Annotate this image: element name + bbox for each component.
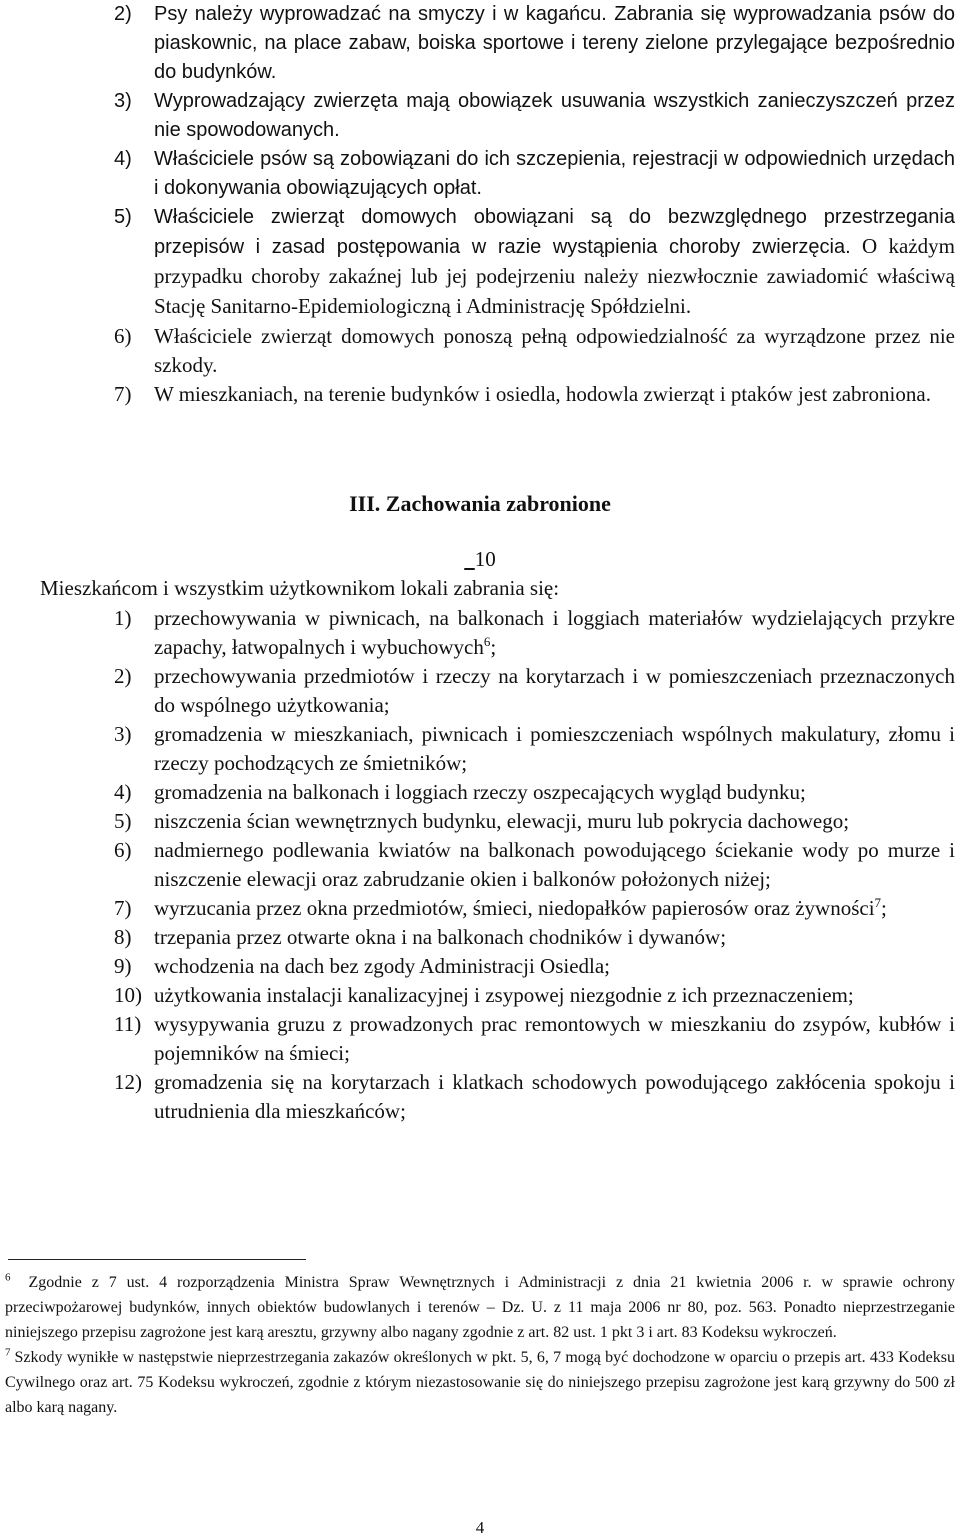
list-item-number: 5)	[114, 206, 132, 228]
footnote-ref: 7	[874, 895, 882, 910]
footnote-separator	[8, 1259, 306, 1260]
list-item-number: 4)	[114, 148, 132, 170]
list-item	[0, 836, 960, 894]
list-item	[0, 87, 960, 145]
prohibited-list	[0, 604, 960, 1126]
paragraph-number: 10	[474, 547, 496, 571]
list-item-text: W mieszkaniach, na terenie budynków i osiedla, hodowla zwierząt i ptaków jest zabroniona.	[154, 382, 931, 406]
footnote-number: 7	[5, 1346, 11, 1359]
list-item	[0, 145, 960, 203]
list-item-number: 9)	[114, 954, 132, 978]
list-item-number: 6)	[114, 324, 132, 348]
footnote-number: 6	[5, 1271, 11, 1284]
list-item-number: 1)	[114, 606, 132, 630]
section-heading: III. Zachowania zabronione	[349, 491, 611, 516]
list-item-number: 8)	[114, 925, 132, 949]
list-item	[0, 0, 960, 87]
list-item	[0, 1068, 960, 1126]
list-item-text: Właściciele psów są zobowiązani do ich szczepienia, rejestracji w odpowiednich urzędach i dokonywania obowiązujących opłat.	[154, 148, 955, 199]
list-item-text: przechowywania przedmiotów i rzeczy na korytarzach i w pomieszczeniach przeznaczonych do wspólnego użytkowania;	[154, 664, 955, 717]
list-item	[0, 720, 960, 778]
list-item-text	[154, 203, 955, 322]
list-item	[0, 380, 960, 409]
list-item	[0, 322, 960, 380]
list-item-number: 2)	[114, 664, 132, 688]
list-item-text-tail: O każdym przypadku choroby zakaźnej lub jej podejrzeniu należy niezwłocznie zawiadomić właściwą Stację Sanitarno-Epidemiologiczną i Administrację Spółdzielni.	[154, 234, 955, 318]
list-item-number: 10)	[114, 983, 142, 1007]
list-item-number: 3)	[114, 722, 132, 746]
list-item-number: 6)	[114, 838, 132, 862]
list-item-text-end: ;	[490, 635, 497, 659]
list-item	[0, 1010, 960, 1068]
list-item-text: gromadzenia w mieszkaniach, piwnicach i pomieszczeniach wspólnych makulatury, złomu i rzeczy pochodzących ze śmietników;	[154, 722, 955, 775]
list-item	[0, 807, 960, 836]
list-item	[0, 778, 960, 807]
list-item-number: 2)	[114, 3, 132, 25]
list-item	[0, 604, 960, 662]
footnotes	[5, 1270, 955, 1420]
footnote	[5, 1345, 955, 1420]
paragraph-mark	[0, 547, 960, 572]
list-item-text: Psy należy wyprowadzać na smyczy i w kagańcu. Zabrania się wyprowadzania psów do piaskownic, na place zabaw, boiska sportowe i tereny zielone przylegające bezpośrednio do budynków.	[154, 3, 955, 83]
list-item-text-end: ;	[881, 896, 887, 920]
footnote-ref: 6	[483, 634, 491, 649]
list-item	[0, 981, 960, 1010]
list-item-text	[154, 604, 955, 662]
list-item-text: Wyprowadzający zwierzęta mają obowiązek usuwania wszystkich zanieczyszczeń przez nie spowodowanych.	[154, 90, 955, 141]
list-item-text: gromadzenia się na korytarzach i klatkach schodowych powodującego zakłócenia spokoju i utrudnienia dla mieszkańców;	[154, 1070, 955, 1123]
page-number: 4	[475, 1518, 485, 1537]
list-item-text-part: przechowywania w piwnicach, na balkonach i loggiach materiałów wydzielających przykre zapachy, łatwopalnych i wybuchowych	[154, 606, 955, 659]
list-item-number: 7)	[114, 382, 132, 406]
list-item-number: 3)	[114, 90, 132, 112]
list-item-text: wysypywania gruzu z prowadzonych prac remontowych w mieszkaniu do zsypów, kubłów i pojemników na śmieci;	[154, 1012, 955, 1065]
paragraph-symbol	[464, 547, 475, 571]
list-item-number: 11)	[114, 1012, 142, 1036]
list-item-text-part: wyrzucania przez okna przedmiotów, śmieci, niedopałków papierosów oraz żywności	[154, 896, 875, 920]
list-item-text	[154, 894, 955, 923]
list-item	[0, 894, 960, 923]
footnote-text: Zgodnie z 7 ust. 4 rozporządzenia Ministra Spraw Wewnętrznych i Administracji z dnia 21 kwietnia 2006 r. w sprawie ochrony przeciwpożarowej budynków, innych obiektów budowlanych i terenów – Dz. U. z 11 maja 2006 nr 80, poz. 563. Ponadto nieprzestrzeganie niniejszego przepisu zagrożone jest karą aresztu, grzywny albo nagany zgodnie z art. 82 ust. 1 pkt 3 i art. 83 Kodeksu wykroczeń.	[5, 1274, 955, 1341]
list-item	[0, 662, 960, 720]
list-item-text: nadmiernego podlewania kwiatów na balkonach powodującego ściekanie wody po murze i niszczenie elewacji oraz zabrudzanie okien i balkonów położonych niżej;	[154, 838, 955, 891]
footnote	[5, 1270, 955, 1345]
list-item-text: trzepania przez otwarte okna i na balkonach chodników i dywanów;	[154, 925, 727, 949]
list-item	[0, 203, 960, 322]
list-item	[0, 923, 960, 952]
list-item-text: niszczenia ścian wewnętrznych budynku, elewacji, muru lub pokrycia dachowego;	[154, 809, 850, 833]
list-item	[0, 952, 960, 981]
footnote-text: Szkody wynikłe w następstwie nieprzestrzegania zakazów określonych w pkt. 5, 6, 7 mogą być dochodzone w oparciu o przepis art. 433 Kodeksu Cywilnego oraz art. 75 Kodeksu wykroczeń, zgodnie z którym niezastosowanie się do niniejszego przepisu zagrożone jest karą grzywny do 500 zł albo karą nagany.	[5, 1349, 955, 1416]
list-item-text: użytkowania instalacji kanalizacyjnej i zsypowej niezgodnie z ich przeznaczeniem;	[154, 983, 854, 1007]
list-item-text: Właściciele zwierząt domowych ponoszą pełną odpowiedzialność za wyrządzone przez nie szkody.	[154, 324, 955, 377]
list-item-number: 12)	[114, 1070, 142, 1094]
list-item-text-part: Właściciele zwierząt domowych obowiązani są do bezwzględnego przestrzegania przepisów i zasad postępowania w razie wystąpienia choroby zwierzęcia.	[154, 206, 955, 258]
list-item-number: 7)	[114, 896, 132, 920]
intro-text: Mieszkańcom i wszystkim użytkownikom lokali zabrania się:	[40, 576, 560, 600]
top-rules-list	[0, 0, 960, 409]
list-item-number: 5)	[114, 809, 132, 833]
list-item-number: 4)	[114, 780, 132, 804]
list-item-text: gromadzenia na balkonach i loggiach rzeczy oszpecających wygląd budynku;	[154, 780, 806, 804]
list-item-text: wchodzenia na dach bez zgody Administracji Osiedla;	[154, 954, 611, 978]
